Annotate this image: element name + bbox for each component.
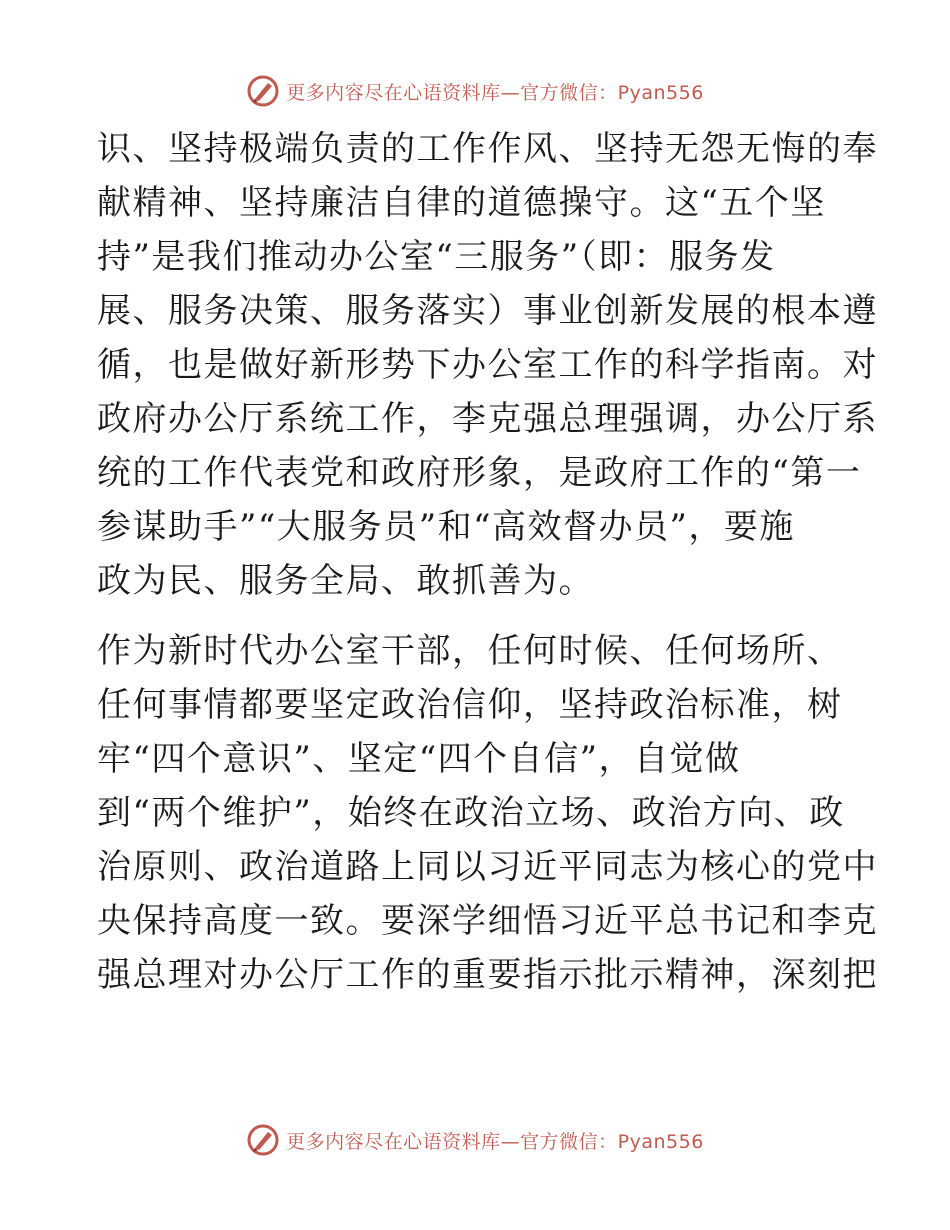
quill-pen-logo-icon	[246, 74, 280, 108]
document-body	[97, 122, 878, 1002]
text-line: 献精神、坚持廉洁自律的道德操守。这“五个坚	[97, 183, 826, 223]
text-line: 持”是我们推动办公室“三服务”（即：服务发	[97, 237, 776, 277]
watermark-wechat-text: —官方微信：Pyan556	[500, 1130, 704, 1153]
text-line: 参谋助手”“大服务员”和“高效督办员”，要施	[97, 507, 795, 547]
watermark-site-text: 更多内容尽在心语资料库	[286, 1130, 501, 1153]
paragraph-2	[97, 624, 878, 1002]
watermark-wechat-text: —官方微信：Pyan556	[500, 81, 704, 104]
text-line: 展、服务决策、服务落实）事业创新发展的根本遵	[97, 291, 878, 331]
header-watermark	[0, 71, 950, 111]
text-line: 央保持高度一致。要深学细悟习近平总书记和李克	[97, 901, 878, 941]
text-line: 强总理对办公厅工作的重要指示批示精神，深刻把	[97, 955, 878, 995]
text-line: 治原则、政治道路上同以习近平同志为核心的党中	[97, 847, 878, 887]
watermark-text	[286, 1127, 704, 1154]
text-line: 循，也是做好新形势下办公室工作的科学指南。对	[97, 345, 878, 385]
text-line: 政府办公厅系统工作，李克强总理强调，办公厅系	[97, 399, 878, 439]
text-line: 任何事情都要坚定政治信仰，坚持政治标准，树	[97, 685, 843, 725]
text-line: 统的工作代表党和政府形象，是政府工作的“第一	[97, 453, 862, 493]
paragraph-1	[97, 122, 878, 608]
watermark-site-text: 更多内容尽在心语资料库	[286, 81, 501, 104]
text-line: 到“两个维护”，始终在政治立场、政治方向、政	[97, 793, 845, 833]
quill-pen-logo-icon	[246, 1123, 280, 1157]
text-line: 识、坚持极端负责的工作作风、坚持无怨无悔的奉	[97, 129, 878, 169]
text-line: 政为民、服务全局、敢抓善为。	[97, 561, 594, 601]
watermark-text	[286, 78, 704, 105]
text-line: 牢“四个意识”、坚定“四个自信”，自觉做	[97, 739, 741, 779]
footer-watermark	[0, 1120, 950, 1160]
text-line: 作为新时代办公室干部，任何时候、任何场所、	[97, 631, 843, 671]
